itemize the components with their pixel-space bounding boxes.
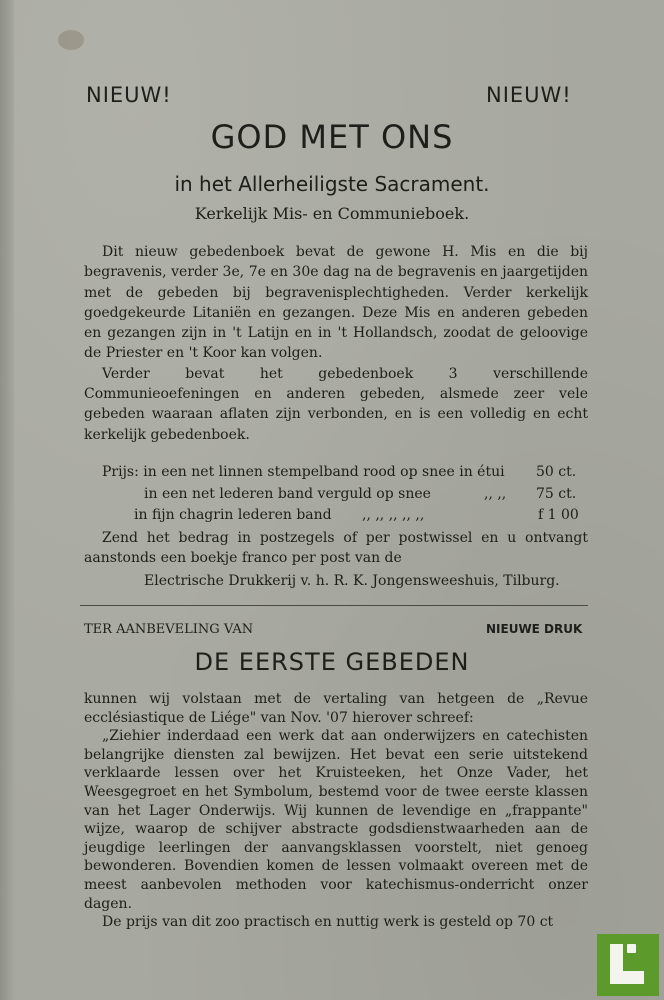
price-line-3-label: in fijn chagrin lederen band bbox=[134, 507, 332, 523]
divider bbox=[80, 605, 588, 606]
logo-letter-base bbox=[610, 971, 644, 984]
ad2-paragraph-1: kunnen wij volstaan met de vertaling van hetgeen de „Revue ecclésiastique de Liége" van Nov. '07 hierover schreef: bbox=[84, 691, 588, 726]
ad2-title: DE EERSTE GEBEDEN bbox=[194, 648, 470, 676]
ad1-paragraph-1: Dit nieuw gebedenboek bevat de gewone H. Mis en die bij begravenis, verder 3e, 7e en 30e dag na de begravenis en jaargetijden met de gebeden bij begravenisplechtigheden. Verder kerkelijk goedgekeurde Litaniën en gezangen. Deze Mis en anderen gebeden en gezangen zijn in 't Latijn en in 't Hollandsch, zoodat de geloovige de Priester en 't Koor kan volgen. bbox=[84, 244, 588, 362]
catawiki-logo-icon bbox=[597, 934, 659, 996]
price-line-2-label: in een net lederen band verguld op snee bbox=[144, 486, 431, 502]
nieuw-left: NIEUW! bbox=[86, 83, 172, 107]
ad2-paragraph-2: „Ziehier inderdaad een werk dat aan onderwijzers en catechisten belangrijke diensten zal bewijzen. Het bevat een serie uitstekend verklaarde lessen over het Kruisteeken, het Onze Vader, het Weesgegroet en het Symbolum, bestemd voor de twee eerste klassen van het Lager Onderwijs. Wij kunnen de levendige en „frappante" wijze, waarop de schijver abstracte godsdienstwaarheden aan de jeugdige leerlingen der aanvangsklassen voorstelt, niet genoeg bewonderen. Bovendien komen de lessen volmaakt overeen met de meest aanbevolen methoden voor katechismus-onderricht onzer dagen. bbox=[84, 728, 588, 912]
ad1-paragraph-3: Zend het bedrag in postzegels of per postwissel en u ontvangt aanstonds een boekje franco per post van de bbox=[84, 530, 588, 567]
ad1-body bbox=[84, 242, 588, 445]
stain-mark bbox=[58, 30, 84, 50]
ad1-paragraph-2: Verder bevat het gebedenboek 3 verschillende Communieoefeningen en anderen gebeden, alsmede zeer vele gebeden waaraan aflaten zijn verbonden, en is een volledig en echt kerkelijk gebedenboek. bbox=[84, 365, 588, 443]
ad1-title: GOD MET ONS bbox=[210, 118, 454, 156]
publisher-line: Electrische Drukkerij v. h. R. K. Jongensweeshuis, Tilburg. bbox=[144, 573, 560, 589]
nieuw-right: NIEUW! bbox=[486, 83, 572, 107]
ad2-left-label: TER AANBEVELING VAN bbox=[84, 622, 254, 637]
price-line-2-price: 75 ct. bbox=[536, 486, 577, 502]
price-line-3-ditto: ,, ,, ,, ,, ,, bbox=[362, 507, 425, 523]
ad1-subtitle: in het Allerheiligste Sacrament. bbox=[174, 172, 490, 196]
ad1-subtitle2: Kerkelijk Mis- en Communieboek. bbox=[194, 204, 470, 223]
logo-dot bbox=[627, 944, 636, 953]
price-line-3-price: f 1 00 bbox=[538, 507, 579, 523]
ad2-paragraph-3: De prijs van dit zoo practisch en nuttig werk is gesteld op 70 ct bbox=[102, 914, 554, 931]
price-line-1-price: 50 ct. bbox=[536, 464, 577, 480]
price-line-2-ditto: ,, ,, bbox=[484, 486, 507, 502]
ad2-right-label: NIEUWE DRUK bbox=[486, 622, 583, 636]
price-line-1-label: Prijs: in een net linnen stempelband rood op snee in étui bbox=[102, 464, 505, 480]
ad1-order-text bbox=[84, 528, 588, 569]
ad2-body bbox=[84, 690, 588, 932]
